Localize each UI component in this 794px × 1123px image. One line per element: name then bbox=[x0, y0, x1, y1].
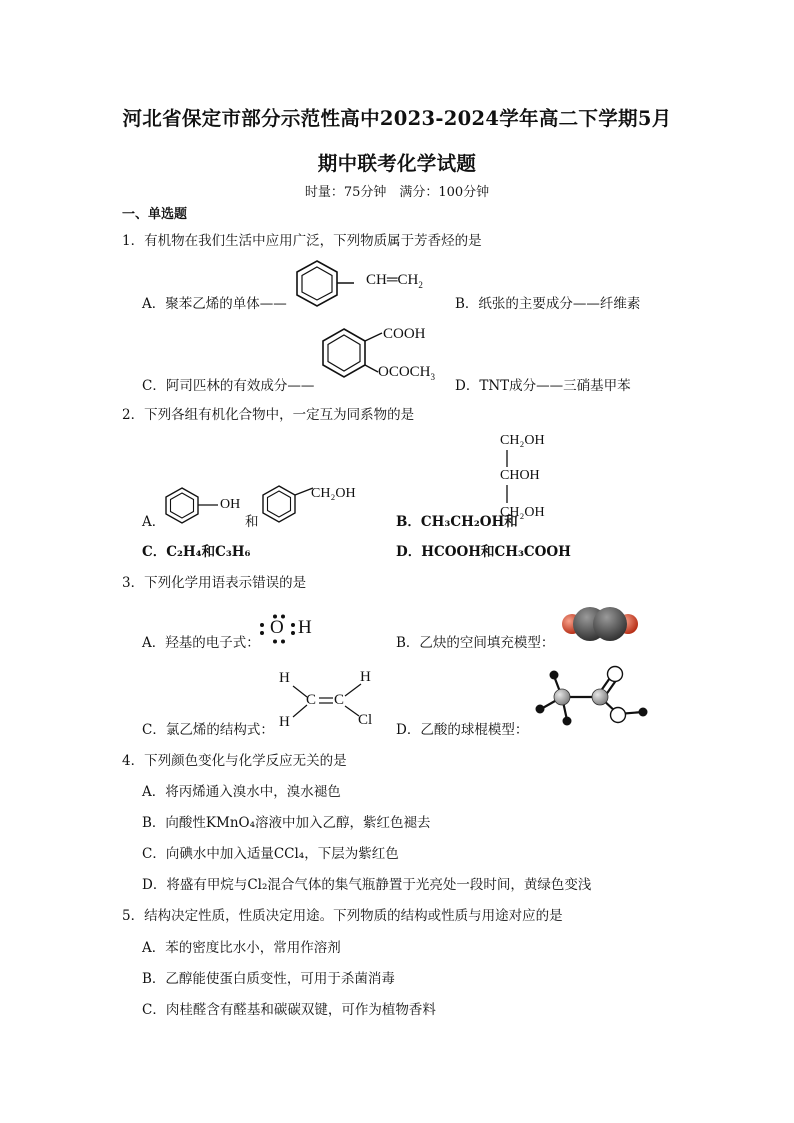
page-title-line2: 期中联考化学试题 bbox=[317, 152, 477, 175]
vinyl-chloride-h-top-right: H bbox=[360, 669, 371, 685]
hydroxyl-oxygen: O bbox=[270, 617, 284, 638]
q4-option-d: D．将盛有甲烷与Cl₂混合气体的集气瓶静置于光亮处一段时间，黄绿色变浅 bbox=[142, 877, 592, 893]
glycerol-bottom: CH₂OH bbox=[500, 505, 545, 520]
phenol-oh-label: OH bbox=[220, 497, 241, 512]
q1-option-c: C．阿司匹林的有效成分—— bbox=[142, 378, 315, 394]
glycerol-middle: CHOH bbox=[500, 468, 540, 483]
hydroxyl-hydrogen: H bbox=[298, 617, 312, 638]
section-heading: 一、单选题 bbox=[122, 207, 188, 222]
question-1-stem: 1．有机物在我们生活中应用广泛，下列物质属于芳香烃的是 bbox=[122, 233, 482, 249]
exam-meta: 时量：75分钟 满分：100分钟 bbox=[304, 185, 490, 200]
glycerol-top: CH₂OH bbox=[500, 433, 545, 448]
q3-option-a: A．羟基的电子式： bbox=[142, 635, 260, 651]
benzyl-alcohol-structure bbox=[261, 482, 317, 524]
vinyl-chloride-h-top-left: H bbox=[279, 670, 290, 686]
q5-option-b: B．乙醇能使蛋白质变性，可用于杀菌消毒 bbox=[142, 971, 395, 987]
benzyl-ch2oh-label: CH₂OH bbox=[311, 486, 356, 501]
question-5-stem: 5．结构决定性质，性质决定用途。下列物质的结构或性质与用途对应的是 bbox=[122, 908, 563, 924]
q2-option-a: A． bbox=[142, 514, 166, 530]
q3-option-b: B．乙炔的空间填充模型： bbox=[396, 635, 555, 651]
q1-option-a: A．聚苯乙烯的单体—— bbox=[142, 296, 287, 312]
aspirin-ester-label: OCOCH bbox=[378, 364, 431, 380]
q4-option-c: C．向碘水中加入适量CCl₄，下层为紫红色 bbox=[142, 846, 399, 862]
acetic-acid-ball-stick-model bbox=[532, 662, 652, 730]
aspirin-cooh-label: COOH bbox=[383, 326, 426, 342]
q2-option-d: D．HCOOH和CH₃COOH bbox=[396, 544, 571, 560]
q1-option-d: D．TNT成分——三硝基甲苯 bbox=[455, 378, 631, 394]
phenol-structure bbox=[164, 486, 220, 524]
vinyl-chloride-c1: C bbox=[306, 692, 317, 708]
styrene-vinyl-group: CH═CH bbox=[366, 272, 419, 288]
q5-option-a: A．苯的密度比水小，常用作溶剂 bbox=[142, 940, 341, 956]
page-title-line1: 河北省保定市部分示范性高中2023-2024学年高二下学期5月 bbox=[122, 107, 672, 130]
q5-option-c: C．肉桂醛含有醛基和碳碳双键，可作为植物香料 bbox=[142, 1002, 436, 1018]
acetylene-space-filling-model bbox=[562, 606, 638, 642]
q2-option-b: B．CH₃CH₂OH和 bbox=[396, 514, 518, 530]
aspirin-structure bbox=[320, 326, 386, 384]
q1-option-b: B．纸张的主要成分——纤维素 bbox=[455, 296, 641, 312]
q3-option-c: C．氯乙烯的结构式： bbox=[142, 722, 274, 738]
q4-option-b: B．向酸性KMnO₄溶液中加入乙醇，紫红色褪去 bbox=[142, 815, 431, 831]
q2-a-connector: 和 bbox=[245, 514, 259, 530]
styrene-structure bbox=[294, 256, 354, 316]
vinyl-chloride-chlorine: Cl bbox=[358, 712, 373, 728]
styrene-subscript: 2 bbox=[418, 280, 423, 290]
vinyl-chloride-h-bottom-left: H bbox=[279, 714, 290, 730]
vinyl-chloride-c2: C bbox=[334, 692, 345, 708]
question-3-stem: 3．下列化学用语表示错误的是 bbox=[122, 575, 307, 591]
aspirin-subscript: 3 bbox=[430, 372, 436, 382]
q2-option-c: C．C₂H₄和C₃H₆ bbox=[142, 544, 251, 560]
q3-option-d: D．乙酸的球棍模型： bbox=[396, 722, 529, 738]
q4-option-a: A．将丙烯通入溴水中，溴水褪色 bbox=[142, 784, 341, 800]
question-4-stem: 4．下列颜色变化与化学反应无关的是 bbox=[122, 753, 347, 769]
question-2-stem: 2．下列各组有机化合物中，一定互为同系物的是 bbox=[122, 407, 415, 423]
